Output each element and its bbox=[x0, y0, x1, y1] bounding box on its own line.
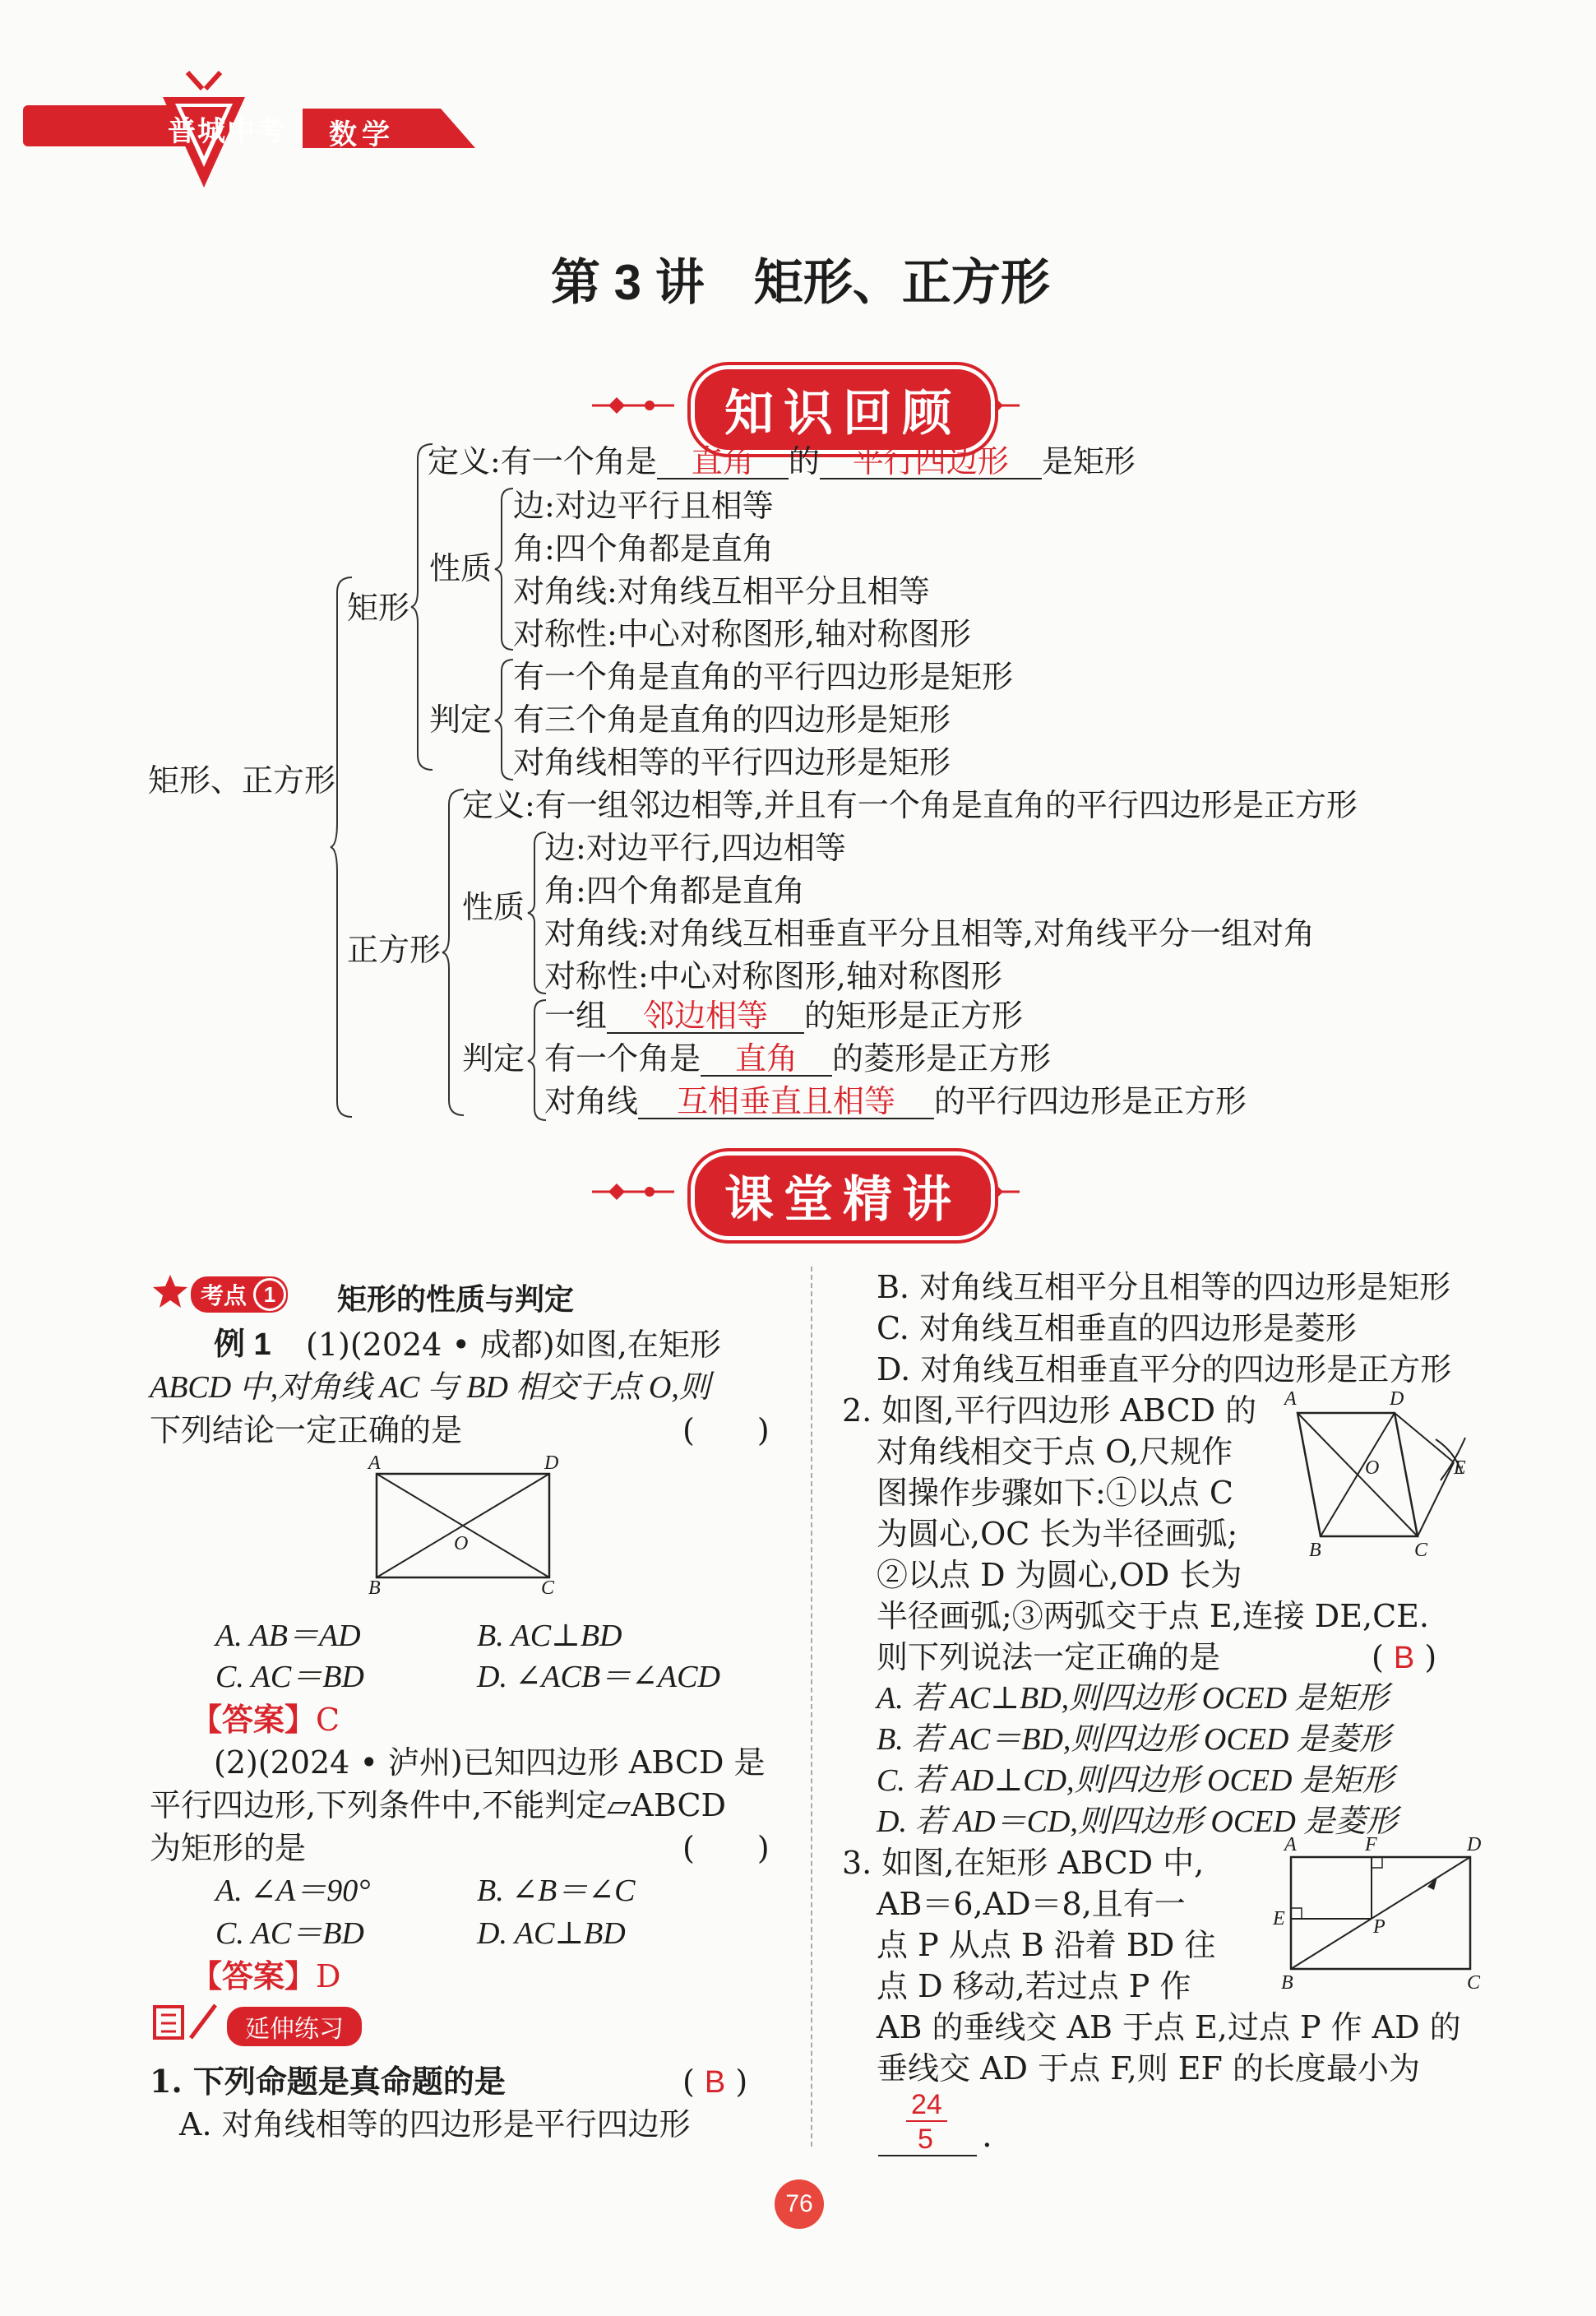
page-number: 76 bbox=[785, 2190, 813, 2217]
fig3-label-d: D bbox=[1467, 1834, 1482, 1855]
ext-label: 延伸练习 bbox=[227, 2007, 362, 2046]
figure-rectangle bbox=[362, 1452, 567, 1600]
rect-judge-3: 对角线相等的平行四边形是矩形 bbox=[513, 744, 951, 780]
kp-number: 1 bbox=[253, 1278, 286, 1311]
kp-badge: 考点 bbox=[191, 1276, 288, 1313]
figure-rect-point bbox=[1273, 1834, 1487, 1994]
tree-root: 矩形、正方形 bbox=[148, 762, 336, 799]
fig1-label-b: B bbox=[368, 1577, 381, 1599]
ex1-q1-line1: (1)(2024 • 成都)如图,在矩形 bbox=[306, 1327, 721, 1363]
fig3-label-e: E bbox=[1273, 1908, 1285, 1929]
p2-line5: ②以点 D 为圆心,OD 长为 bbox=[877, 1557, 1242, 1593]
sq-j1-blank: 邻边相等 bbox=[643, 999, 769, 1034]
column-divider bbox=[811, 1267, 812, 2147]
rect-prop-2: 角:四个角都是直角 bbox=[513, 530, 774, 567]
ex1-2-answer: D bbox=[316, 1958, 341, 1994]
star-icon bbox=[151, 1273, 189, 1309]
p2-optA: A. 若 AC⊥BD,则四边形 OCED 是矩形 bbox=[877, 1681, 1389, 1716]
fig3-label-a: A bbox=[1284, 1834, 1297, 1855]
sq-j3-post: 的平行四边形是正方形 bbox=[934, 1083, 1247, 1119]
p1-question: 1. 下列命题是真命题的是 bbox=[150, 2063, 506, 2100]
p3-answer-num: 24 bbox=[911, 2089, 942, 2120]
ex1-2-answer-label: 【答案】 bbox=[191, 1960, 317, 1994]
page-title: 第 3 讲 矩形、正方形 bbox=[551, 255, 1050, 310]
p1-optA: A. 对角线相等的四边形是平行四边形 bbox=[179, 2106, 691, 2142]
p3-line6: 垂线交 AD 于点 F,则 EF 的长度最小为 bbox=[877, 2050, 1420, 2087]
sq-prop-1: 边:对边平行,四边相等 bbox=[544, 830, 846, 866]
ex1-q2-paren: ( ) bbox=[682, 1830, 770, 1866]
section-banner-class bbox=[592, 1148, 1020, 1239]
ex1-2-optB: B. ∠B＝∠C bbox=[477, 1874, 636, 1908]
rect-prop-label: 性质 bbox=[429, 550, 493, 586]
fig2-label-b: B bbox=[1309, 1540, 1321, 1561]
p1-answer: B bbox=[704, 2065, 726, 2100]
ex1-answer: C bbox=[316, 1702, 340, 1738]
sq-j1-post: 的矩形是正方形 bbox=[804, 998, 1024, 1034]
rect-def-blank1: 直角 bbox=[691, 445, 754, 479]
p3-line5: AB 的垂线交 AB 于点 E,过点 P 作 AD 的 bbox=[877, 2009, 1461, 2045]
rect-def-post: 是矩形 bbox=[1041, 443, 1136, 479]
p3-period: . bbox=[982, 2117, 992, 2155]
ex1-q2-line1: (2)(2024 • 泸州)已知四边形 ABCD 是 bbox=[214, 1744, 766, 1781]
fig1-label-d: D bbox=[544, 1452, 559, 1474]
figure-parallelogram bbox=[1279, 1388, 1477, 1569]
p2-optB: B. 若 AC＝BD,则四边形 OCED 是菱形 bbox=[877, 1722, 1390, 1757]
sq-j3-pre: 对角线 bbox=[544, 1083, 639, 1119]
fig2-label-d: D bbox=[1390, 1388, 1404, 1410]
header-logo bbox=[23, 105, 451, 150]
rect-prop-1: 边:对边平行且相等 bbox=[513, 488, 774, 524]
ex1-2-optA: A. ∠A＝90° bbox=[215, 1874, 371, 1908]
fig3-label-b: B bbox=[1281, 1972, 1293, 1994]
fig1-label-o: O bbox=[454, 1533, 469, 1554]
p3-line3: 点 P 从点 B 沿着 BD 往 bbox=[877, 1927, 1216, 1963]
fig3-label-f: F bbox=[1365, 1834, 1377, 1855]
ext-badge bbox=[151, 2002, 414, 2043]
ex1-optC: C. AC＝BD bbox=[215, 1660, 364, 1694]
sq-j2-post: 的菱形是正方形 bbox=[832, 1040, 1052, 1077]
fig2-label-c: C bbox=[1414, 1540, 1428, 1561]
sq-j3-blank: 互相垂直且相等 bbox=[677, 1085, 896, 1119]
ex1-2-optC: C. AC＝BD bbox=[215, 1916, 364, 1951]
sq-j2-pre: 有一个角是 bbox=[544, 1040, 701, 1077]
p2-optD: D. 若 AD＝CD,则四边形 OCED 是菱形 bbox=[877, 1804, 1398, 1839]
ex1-q1-line2: ABCD 中,对角线 AC 与 BD 相交于点 O,则 bbox=[150, 1370, 710, 1405]
rect-def-pre: 定义:有一个角是 bbox=[428, 443, 657, 479]
section-title-review: 知识回顾 bbox=[691, 365, 995, 454]
subject-name: 数学 bbox=[329, 119, 395, 151]
sq-judge-label: 判定 bbox=[462, 1040, 525, 1077]
fig3-label-p: P bbox=[1373, 1916, 1386, 1938]
p1-optC: C. 对角线互相垂直的四边形是菱形 bbox=[877, 1310, 1357, 1346]
page-number-badge bbox=[775, 2179, 824, 2229]
ex1-answer-label: 【答案】 bbox=[191, 1703, 317, 1738]
p2-line3: 图操作步骤如下:①以点 C bbox=[877, 1475, 1233, 1511]
p2-line7: 则下列说法一定正确的是 bbox=[877, 1639, 1221, 1675]
tree-rect: 矩形 bbox=[347, 590, 410, 626]
p3-line2: AB＝6,AD＝8,且有一 bbox=[877, 1886, 1186, 1922]
p2-line4: 为圆心,OC 长为半径画弧; bbox=[877, 1516, 1238, 1552]
p2-line1: 2. 如图,平行四边形 ABCD 的 bbox=[842, 1392, 1257, 1429]
fig2-label-a: A bbox=[1284, 1388, 1297, 1410]
section-banner-review bbox=[592, 362, 1020, 452]
ex1-optA: A. AB＝AD bbox=[215, 1619, 361, 1653]
series-name: 普城中考 bbox=[168, 116, 286, 147]
fig1-label-c: C bbox=[541, 1577, 555, 1599]
ex1-q1-paren: ( ) bbox=[682, 1412, 770, 1448]
rect-def-mid: 的 bbox=[788, 443, 820, 479]
ex1-q2-line2: 平行四边形,下列条件中,不能判定▱ABCD bbox=[150, 1787, 726, 1823]
ex1-q1-line3: 下列结论一定正确的是 bbox=[150, 1412, 463, 1448]
tree-square: 正方形 bbox=[347, 932, 442, 968]
ex1-2-optD: D. AC⊥BD bbox=[477, 1916, 626, 1951]
p1-optB: B. 对角线互相平分且相等的四边形是矩形 bbox=[877, 1269, 1451, 1305]
p2-line6: 半径画弧;③两弧交于点 E,连接 DE,CE. bbox=[877, 1598, 1429, 1634]
sq-def: 定义:有一组邻边相等,并且有一个角是直角的平行四边形是正方形 bbox=[462, 787, 1358, 823]
p2-answer: B bbox=[1393, 1641, 1415, 1675]
fig2-label-o: O bbox=[1365, 1457, 1380, 1479]
section-title-class: 课堂精讲 bbox=[691, 1151, 995, 1240]
p2-line2: 对角线相交于点 O,尺规作 bbox=[877, 1434, 1233, 1470]
sq-prop-2: 角:四个角都是直角 bbox=[544, 873, 805, 909]
fig1-label-a: A bbox=[368, 1452, 381, 1474]
book-icon bbox=[151, 2002, 225, 2046]
rect-def-blank2: 平行四边形 bbox=[852, 445, 1009, 479]
fig3-label-c: C bbox=[1467, 1972, 1481, 1994]
rect-judge-label: 判定 bbox=[429, 702, 493, 738]
fig2-label-e: E bbox=[1454, 1457, 1466, 1479]
sq-prop-label: 性质 bbox=[462, 889, 525, 925]
rect-judge-2: 有三个角是直角的四边形是矩形 bbox=[513, 702, 951, 738]
ex1-optB: B. AC⊥BD bbox=[477, 1619, 622, 1653]
sq-j2-blank: 直角 bbox=[735, 1042, 798, 1077]
p3-line4: 点 D 移动,若过点 P 作 bbox=[877, 1968, 1191, 2004]
p3-answer-den: 5 bbox=[918, 2124, 933, 2155]
p2-optC: C. 若 AD⊥CD,则四边形 OCED 是矩形 bbox=[877, 1763, 1394, 1798]
example-label: 例 1 bbox=[214, 1327, 271, 1362]
ex1-optD: D. ∠ACB＝∠ACD bbox=[477, 1660, 720, 1694]
p3-line1: 3. 如图,在矩形 ABCD 中, bbox=[842, 1845, 1205, 1881]
rect-judge-1: 有一个角是直角的平行四边形是矩形 bbox=[513, 659, 1014, 695]
sq-prop-3: 对角线:对角线互相垂直平分且相等,对角线平分一组对角 bbox=[544, 915, 1315, 952]
rect-prop-3: 对角线:对角线互相平分且相等 bbox=[513, 573, 930, 609]
rect-prop-4: 对称性:中心对称图形,轴对称图形 bbox=[513, 616, 971, 652]
p1-optD: D. 对角线互相垂直平分的四边形是正方形 bbox=[877, 1351, 1452, 1387]
p3-answer bbox=[878, 2089, 977, 2156]
sq-prop-4: 对称性:中心对称图形,轴对称图形 bbox=[544, 958, 1002, 994]
sq-j1-pre: 一组 bbox=[544, 998, 608, 1034]
ex1-q2-line3: 为矩形的是 bbox=[150, 1830, 307, 1866]
kp-title: 矩形的性质与判定 bbox=[337, 1282, 575, 1316]
